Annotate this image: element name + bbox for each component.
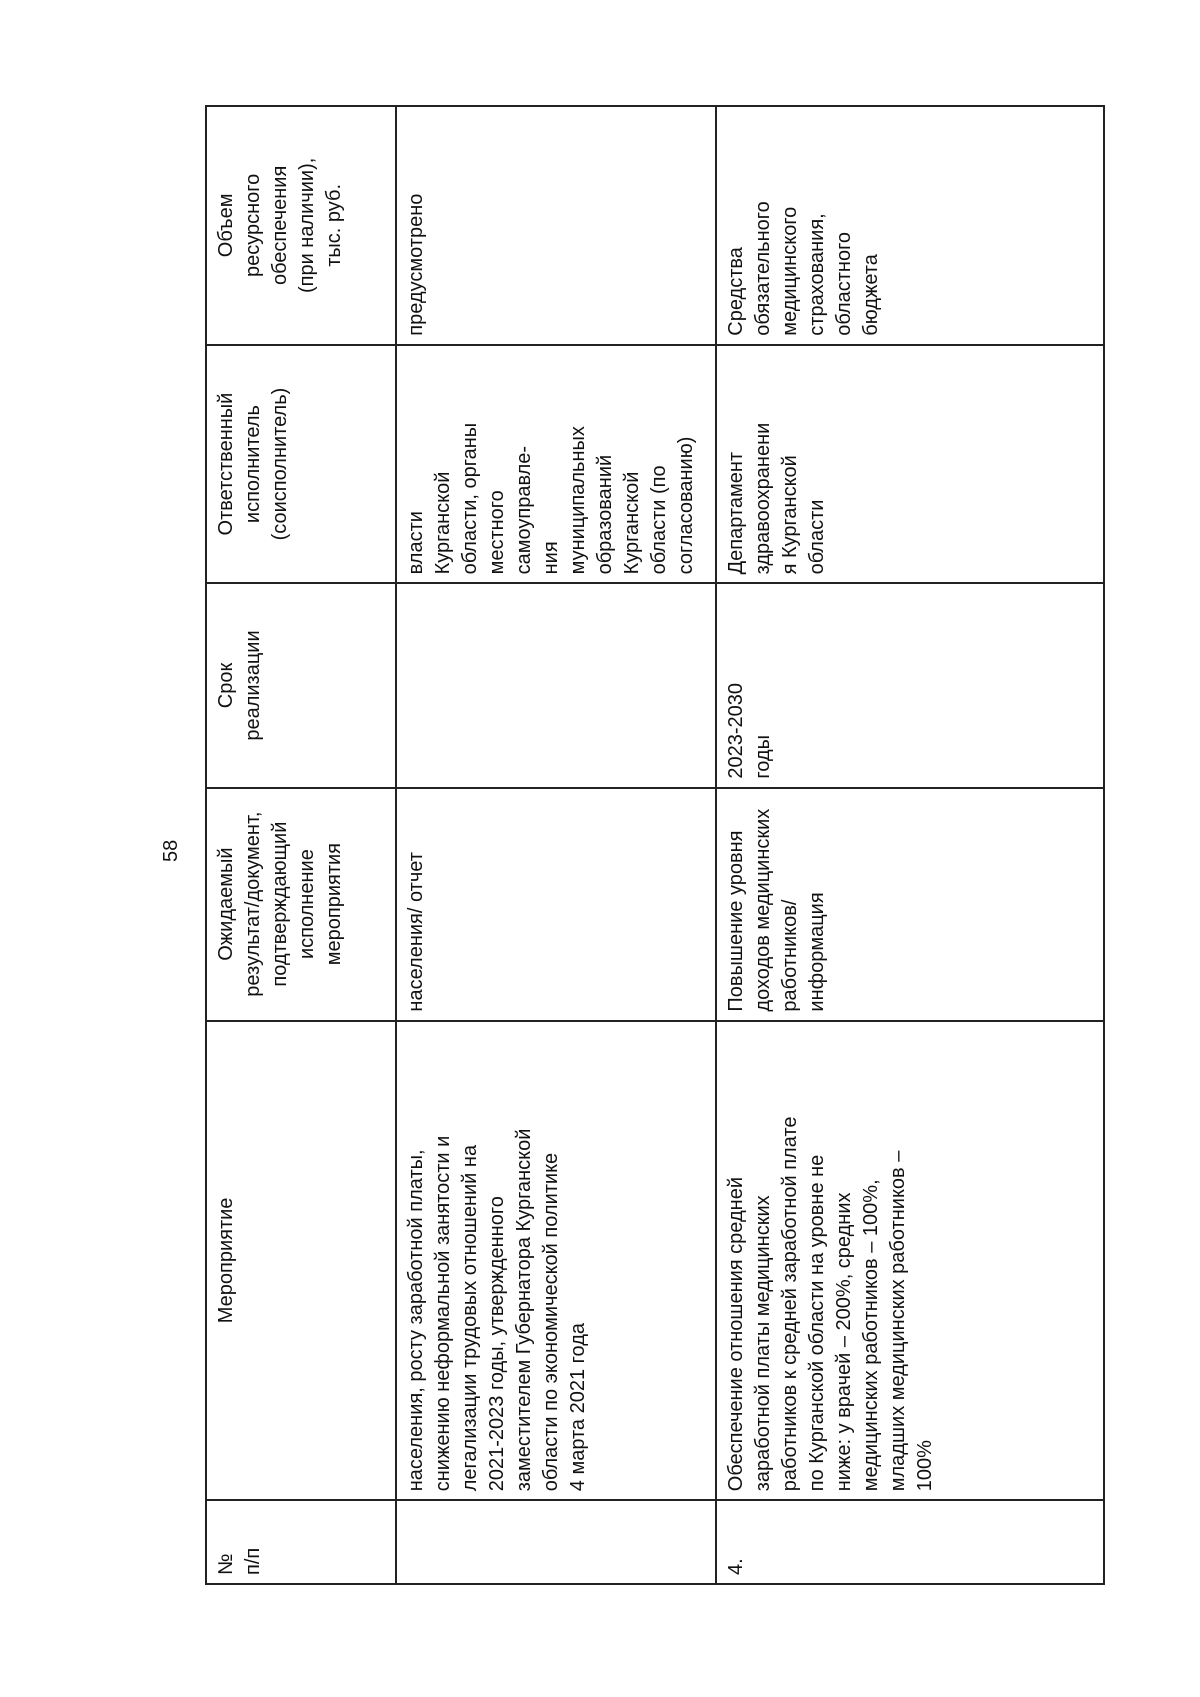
measures-table <box>205 105 1105 1585</box>
page-number: 58 <box>160 839 182 862</box>
row-result: населения/ отчет <box>396 788 716 1021</box>
row-resources: Средства обязательного медицинского страхования, областного бюджета <box>716 106 1104 345</box>
row-executor: власти Курганской области, органы местного самоуправле- ния муниципальных образований Курганской области (по согласованию) <box>396 345 716 584</box>
header-term: Срок реализации <box>206 583 396 787</box>
row-term <box>396 583 716 787</box>
header-executor: Ответственный исполнитель (соисполнитель) <box>206 345 396 584</box>
row-term: 2023-2030 годы <box>716 583 1104 787</box>
table-row <box>396 106 716 1584</box>
row-resources: предусмотрено <box>396 106 716 345</box>
row-result: Повышение уровня доходов медицинских работников/ информация <box>716 788 1104 1021</box>
table-row <box>716 106 1104 1584</box>
row-event: Обеспечение отношения средней заработной платы медицинских работников к средней заработной плате по Курганской области на уровне не ниже: у врачей – 200%, средних медицинских работников – 100%, младших медицинских работников – 100% <box>716 1021 1104 1501</box>
row-executor: Департамент здравоохранени я Курганской области <box>716 345 1104 584</box>
header-resources: Объем ресурсного обеспечения (при наличии), тыс. руб. <box>206 106 396 345</box>
row-number: 4. <box>716 1500 1104 1584</box>
header-result: Ожидаемый результат/документ, подтверждающий исполнение мероприятия <box>206 788 396 1021</box>
row-event: населения, росту заработной платы, снижению неформальной занятости и легализации трудовых отношений на 2021-2023 годы, утвержденного заместителем Губернатора Курганской области по экономической политике 4 марта 2021 года <box>396 1021 716 1501</box>
table-header-row <box>206 106 396 1584</box>
document-table-container <box>205 105 1105 1585</box>
header-number: № п/п <box>206 1500 396 1584</box>
header-event: Мероприятие <box>206 1021 396 1501</box>
row-number <box>396 1500 716 1584</box>
